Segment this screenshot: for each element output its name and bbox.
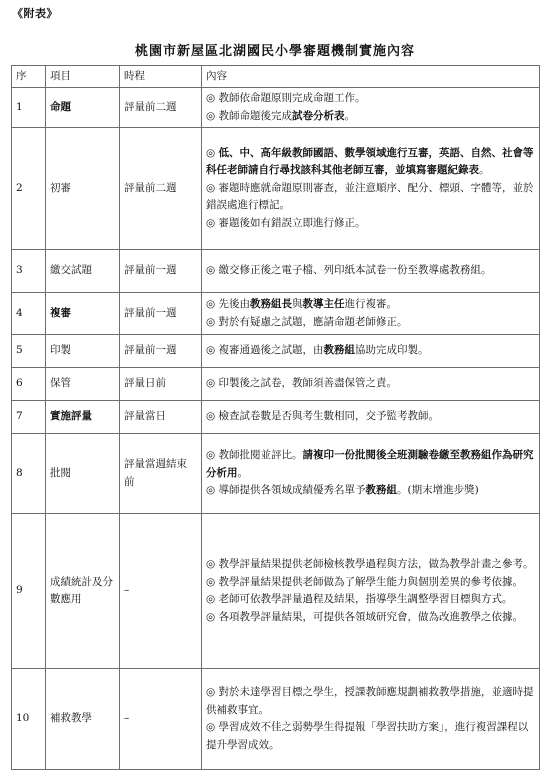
row-timing: 評量前一週 — [120, 250, 202, 293]
row-timing: – — [120, 514, 202, 669]
row-timing: 評量前二週 — [120, 128, 202, 250]
content-line — [206, 375, 535, 393]
row-number: 4 — [12, 293, 46, 335]
table-row — [12, 335, 540, 368]
content-line — [206, 447, 535, 482]
content-line — [206, 262, 535, 280]
row-item: 初審 — [46, 128, 120, 250]
document-title: 桃園市新屋區北湖國民小學審題機制實施內容 — [134, 44, 415, 59]
content-emphasis: 教務組 — [365, 484, 397, 497]
content-line — [206, 90, 535, 108]
row-number: 6 — [12, 368, 46, 401]
row-timing: 評量日前 — [120, 368, 202, 401]
content-line — [206, 609, 535, 627]
content-text: 。 — [237, 466, 248, 479]
row-content — [202, 434, 540, 514]
content-emphasis: 請複印一份批閱後全班測驗卷繳至教務組作為研究分析用 — [206, 449, 534, 479]
content-line — [206, 215, 535, 233]
header-timing: 時程 — [120, 66, 202, 88]
annex-label: 《附表》 — [12, 7, 58, 20]
content-text: ◎ 教學評量結果提供老師做為了解學生能力與個別差異的參考依據。 — [206, 575, 523, 588]
content-text: ◎ 教學評量結果提供老師檢核教學過程與方法，做為教學計畫之參考。 — [206, 558, 534, 570]
row-number: 9 — [12, 514, 46, 669]
row-timing: 評量當週結束前 — [120, 434, 202, 514]
content-text: ◎ — [206, 146, 219, 159]
header-content: 內容 — [202, 66, 540, 88]
row-content — [202, 368, 540, 401]
row-item: 批閱 — [46, 434, 120, 514]
row-content — [202, 250, 540, 293]
content-text: 協助完成印製。 — [355, 344, 429, 357]
row-item: 繳交試題 — [46, 250, 120, 293]
review-mechanism-table — [11, 65, 540, 770]
row-item: 保管 — [46, 368, 120, 401]
row-content — [202, 88, 540, 128]
content-line — [206, 145, 535, 180]
row-number: 8 — [12, 434, 46, 514]
row-item: 印製 — [46, 335, 120, 368]
content-text: 與 — [292, 298, 303, 310]
table-row — [12, 514, 540, 669]
content-text: ◎ 教師依命題原則完成命題工作。 — [206, 92, 366, 104]
content-text: 。(期末增進步獎) — [397, 484, 479, 497]
content-text: ◎ 教師命題後完成 — [206, 109, 292, 122]
row-number: 5 — [12, 335, 46, 368]
content-emphasis: 低、中、高年級教師國語、數學領域進行互審，英語、自然、社會等科任老師請自行尋找該科其他老師互審，並填寫審題紀錄表 — [206, 146, 534, 177]
header-number: 序 — [12, 66, 46, 88]
table-row — [12, 434, 540, 514]
content-line — [206, 296, 535, 314]
row-item: 成績統計及分數應用 — [46, 514, 120, 669]
content-emphasis: 教導主任 — [302, 298, 345, 310]
content-text: ◎ 繳交修正後之電子檔、列印紙本試卷一份至教導處教務組。 — [206, 264, 492, 277]
row-item: 命題 — [46, 88, 120, 128]
table-row — [12, 401, 540, 434]
row-item: 複審 — [46, 293, 120, 335]
table-row — [12, 250, 540, 293]
content-text: ◎ 檢查試卷數是否與考生數相同，交予監考教師。 — [206, 410, 439, 423]
content-text: ◎ 學習成效不佳之弱勢學生得提報「學習扶助方案」，進行複習課程以提升學習成效。 — [206, 721, 529, 751]
content-line — [206, 556, 535, 574]
table-row — [12, 293, 540, 335]
content-text: ◎ 審題後如有錯誤立即進行修正。 — [206, 216, 366, 229]
table-header-row — [12, 66, 540, 88]
content-text: ◎ 印製後之試卷，教師須善盡保管之責。 — [206, 377, 397, 390]
content-line — [206, 574, 535, 592]
content-emphasis: 教務組 — [323, 344, 355, 357]
content-line — [206, 314, 535, 332]
row-content — [202, 669, 540, 770]
row-item: 實施評量 — [46, 401, 120, 434]
row-number: 1 — [12, 88, 46, 128]
table-row — [12, 368, 540, 401]
content-line — [206, 719, 535, 754]
content-line — [206, 180, 535, 215]
content-text: ◎ 對於未達學習目標之學生，授課教師應規劃補救教學措施，並適時提供補救事宜。 — [206, 686, 534, 716]
content-text: ◎ 先後由 — [206, 298, 250, 310]
content-text: ◎ 審題時應就命題原則審查，並注意順序、配分、標頭、字體等，並於錯誤處進行標記。 — [206, 181, 534, 212]
content-text: 進行複審。 — [344, 298, 397, 310]
content-text: ◎ 老師可依教學評量過程及結果，指導學生調整學習目標與方式。 — [206, 593, 513, 605]
content-line — [206, 482, 535, 500]
row-number: 7 — [12, 401, 46, 434]
row-timing: 評量前一週 — [120, 293, 202, 335]
row-timing: 評量當日 — [120, 401, 202, 434]
content-text: 。 — [344, 109, 355, 122]
content-text: ◎ 複審通過後之試題，由 — [206, 344, 324, 357]
content-text: ◎ 導師提供各領域成績優秀名單予 — [206, 484, 366, 497]
content-line — [206, 408, 535, 426]
row-number: 2 — [12, 128, 46, 250]
row-content — [202, 514, 540, 669]
row-timing: 評量前一週 — [120, 335, 202, 368]
content-text: ◎ 對於有疑慮之試題，應請命題老師修正。 — [206, 315, 408, 328]
table-body — [12, 88, 540, 770]
content-text: ◎ 教師批閱並評比。 — [206, 449, 303, 462]
content-emphasis: 試卷分析表 — [292, 109, 345, 122]
row-content — [202, 401, 540, 434]
row-timing: – — [120, 669, 202, 770]
content-line — [206, 684, 535, 719]
row-content — [202, 335, 540, 368]
content-line — [206, 342, 535, 360]
content-line — [206, 591, 535, 609]
row-content — [202, 293, 540, 335]
row-content — [202, 128, 540, 250]
content-emphasis: 教務組長 — [250, 298, 292, 310]
row-number: 3 — [12, 250, 46, 293]
table-row — [12, 88, 540, 128]
row-item: 補救教學 — [46, 669, 120, 770]
content-text: 。 — [479, 164, 490, 177]
header-item: 項目 — [46, 66, 120, 88]
table-row — [12, 128, 540, 250]
table-row — [12, 669, 540, 770]
content-text: ◎ 各項教學評量結果，可提供各領域研究會，做為改進教學之依據。 — [206, 610, 523, 623]
content-line — [206, 108, 535, 126]
row-number: 10 — [12, 669, 46, 770]
row-timing: 評量前二週 — [120, 88, 202, 128]
